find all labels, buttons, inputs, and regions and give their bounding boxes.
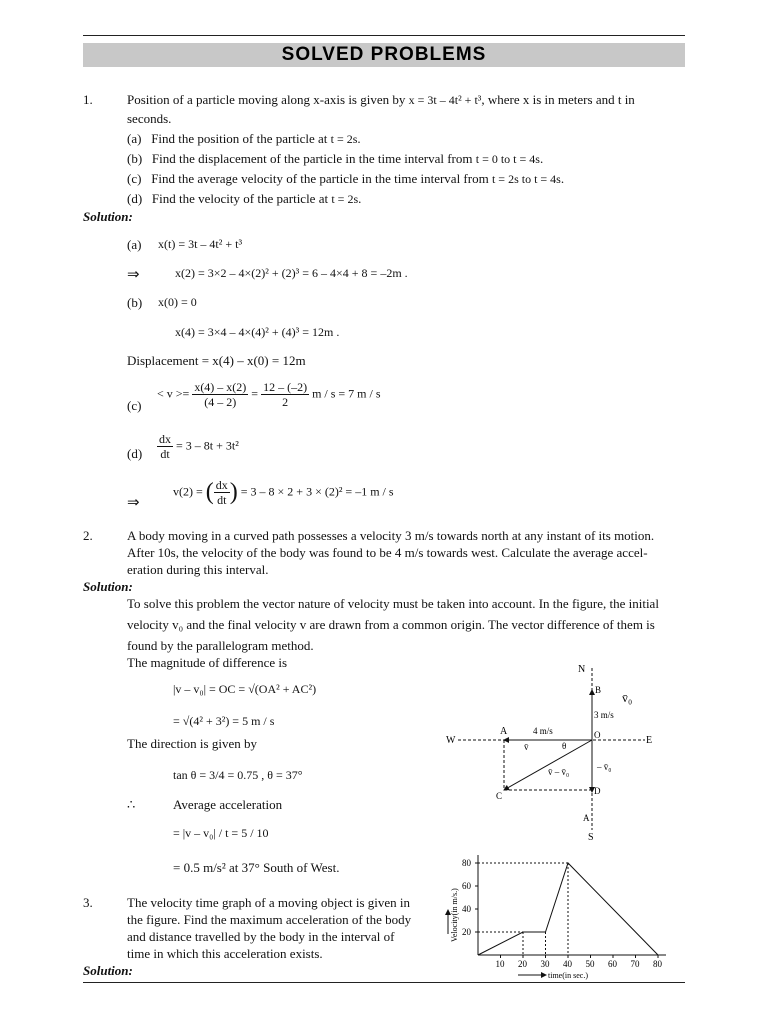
equation: = |v – v₀| / t = 5 / 10 xyxy=(173,826,269,840)
x-tick-label: 60 xyxy=(608,959,617,969)
text: . xyxy=(357,131,361,146)
numerator: x(4) – x(2) xyxy=(194,380,247,394)
numerator: 12 – (–2) xyxy=(263,380,308,394)
solution-label: Solution: xyxy=(83,963,133,978)
equation: t = 2s xyxy=(330,132,358,146)
equation xyxy=(157,432,239,461)
label-s: S xyxy=(588,832,594,843)
label-a-bottom: A xyxy=(583,813,590,823)
equation: x(4) = 3×4 – 4×(4)² + (4)³ = 12m . xyxy=(175,325,340,339)
text: = 3 – 8t + 3t² xyxy=(176,438,239,453)
item-text: Find the average velocity of the particle in the time interval from xyxy=(151,171,489,186)
problem-text: time in which this acceleration exists. xyxy=(127,946,323,961)
x-tick-label: 30 xyxy=(540,959,550,969)
page-title: SOLVED PROBLEMS xyxy=(83,43,685,67)
label-e: E xyxy=(646,735,653,746)
y-axis-label: Velocity(in m/s.) xyxy=(450,888,459,942)
fraction xyxy=(157,432,173,461)
problem-text: The velocity time graph of a moving object is given in xyxy=(127,895,411,910)
x-tick-label: 70 xyxy=(630,959,640,969)
text: Position of a particle moving along x-axis is given by xyxy=(127,92,406,107)
label-w: W xyxy=(446,735,456,746)
therefore-symbol: ∴ xyxy=(127,797,136,812)
x-tick-label: 20 xyxy=(518,959,527,969)
item-label: (a) xyxy=(127,131,142,146)
y-tick-label: 60 xyxy=(462,881,471,891)
list-item xyxy=(127,171,564,187)
part-label: (c) xyxy=(127,398,142,413)
numerator: dx xyxy=(159,432,171,446)
part-label: (a) xyxy=(127,237,142,252)
v-label: v̄ xyxy=(524,742,529,752)
text: , where x is in meters and t in xyxy=(481,92,635,107)
equation: x(2) = 3×2 – 4×(2)² + (2)³ = 6 – 4×4 + 8 = –2m . xyxy=(175,266,408,280)
list-item xyxy=(127,191,361,207)
equation: = √(4² + 3²) = 5 m / s xyxy=(173,714,275,728)
x-tick-label: 10 xyxy=(495,959,505,969)
problem-text: seconds. xyxy=(127,111,172,126)
solution-label: Solution: xyxy=(83,209,133,224)
problem-number: 2. xyxy=(83,528,93,543)
x-axis-label: time(in sec.) xyxy=(548,971,588,980)
y-tick-label: 20 xyxy=(462,927,471,937)
label-o: O xyxy=(594,730,601,740)
diff-label: v̄ – v̄₀ xyxy=(548,767,570,777)
item-label: (d) xyxy=(127,191,143,206)
theta-label: θ xyxy=(562,741,567,751)
speed-3-label: 3 m/s xyxy=(594,710,614,720)
denominator: dt xyxy=(160,447,170,461)
label-a: A xyxy=(500,726,508,737)
vector-diagram xyxy=(440,660,660,845)
list-item xyxy=(127,151,543,167)
label-b: B xyxy=(595,685,602,695)
equation: t = 2s to t = 4s xyxy=(491,172,561,186)
solution-text: found by the parallelogram method. xyxy=(127,638,314,653)
label-c: C xyxy=(496,791,503,801)
part-label: (d) xyxy=(127,446,143,461)
problem-text: After 10s, the velocity of the body was found to be 4 m/s towards west. Calculate the average accel- xyxy=(127,545,648,560)
equation: tan θ = 3/4 = 0.75 , θ = 37° xyxy=(173,768,303,782)
problem-text: and distance travelled by the body in the interval of xyxy=(127,929,395,944)
x-tick-label: 50 xyxy=(585,959,595,969)
problem-number: 1. xyxy=(83,92,93,107)
equation: v(2) = ( $\frac{dx}{dt}$ ) = 3 – 8 × 2 + 3 × (2)² = –1 m / s xyxy=(173,478,394,507)
text: m / s = 7 m / s xyxy=(312,386,381,401)
solution-text: The direction is given by xyxy=(127,736,257,751)
equation: x(0) = 0 xyxy=(158,295,197,309)
x-tick-label: 80 xyxy=(653,959,662,969)
item-label: (b) xyxy=(127,151,143,166)
top-rule xyxy=(83,35,685,36)
fraction xyxy=(214,478,230,507)
equation: x = 3t – 4t² + t³ xyxy=(408,93,482,107)
problem-text: the figure. Find the maximum acceleration of the body xyxy=(127,912,412,927)
equation: t = 2s xyxy=(331,192,359,206)
denominator: (4 – 2) xyxy=(204,395,237,409)
solution-text: Average acceleration xyxy=(173,797,283,812)
solution-text: The magnitude of difference is xyxy=(127,655,288,670)
denominator: 2 xyxy=(282,395,289,409)
implies-symbol: ⇒ xyxy=(127,495,140,511)
text: = 3 – 8 × 2 + 3 × (2)² = –1 m / s xyxy=(240,484,394,499)
equation: |v – v₀| = OC = √(OA² + AC²) xyxy=(173,682,317,696)
solution-label: Solution: xyxy=(83,579,133,594)
text: . xyxy=(539,151,544,166)
part-label: (b) xyxy=(127,295,143,310)
item-text: Find the position of the particle at xyxy=(151,131,328,146)
list-item xyxy=(127,131,361,147)
item-text: Find the displacement of the particle in the time interval from xyxy=(151,151,473,166)
neg-v0-label: – v̄₀ xyxy=(597,762,612,772)
problem-text: A body moving in a curved path possesses a velocity 3 m/s towards north at any instant of its motion. xyxy=(127,528,655,543)
text: . xyxy=(560,171,565,186)
equation: x(t) = 3t – 4t² + t³ xyxy=(158,237,243,251)
text: v(2) = xyxy=(173,484,203,499)
problem-text xyxy=(127,92,635,108)
speed-4-label: 4 m/s xyxy=(533,726,553,736)
y-tick-label: 80 xyxy=(462,858,471,868)
label-d: D xyxy=(594,786,601,796)
equation: Displacement = x(4) – x(0) = 12m xyxy=(127,353,306,368)
text: . xyxy=(358,191,362,206)
bottom-rule xyxy=(83,982,685,983)
x-tick-label: 40 xyxy=(563,959,572,969)
y-tick-label: 40 xyxy=(462,904,471,914)
problem-number: 3. xyxy=(83,895,93,910)
label-n: N xyxy=(578,664,586,675)
item-label: (c) xyxy=(127,171,142,186)
equation: < v >= $\frac{x(4) - x(2)}{(4 - 2)}$ = $\frac{12 - (-2)}{2}$ m / s = 7 m / s xyxy=(157,380,381,409)
result-text: = 0.5 m/s² at 37° South of West. xyxy=(173,860,340,875)
solution-text: velocity v₀ and the final velocity v are drawn from a common origin. The vector difference of them is xyxy=(127,617,655,632)
denominator: dt xyxy=(217,493,227,507)
text: < v >= xyxy=(157,386,190,401)
fraction xyxy=(261,380,309,409)
velocity-time-chart xyxy=(430,850,675,982)
implies-symbol: ⇒ xyxy=(127,267,140,283)
diff-vector xyxy=(504,740,592,790)
problem-text: eration during this interval. xyxy=(127,562,269,577)
fraction xyxy=(192,380,248,409)
solution-text: To solve this problem the vector nature of velocity must be taken into account. In the figure, the initial xyxy=(127,596,659,611)
item-text: Find the velocity of the particle at xyxy=(151,191,329,206)
equation: t = 0 to t = 4s xyxy=(475,152,540,166)
v0-label: v̄₀ xyxy=(622,691,633,705)
numerator: dx xyxy=(215,478,228,492)
